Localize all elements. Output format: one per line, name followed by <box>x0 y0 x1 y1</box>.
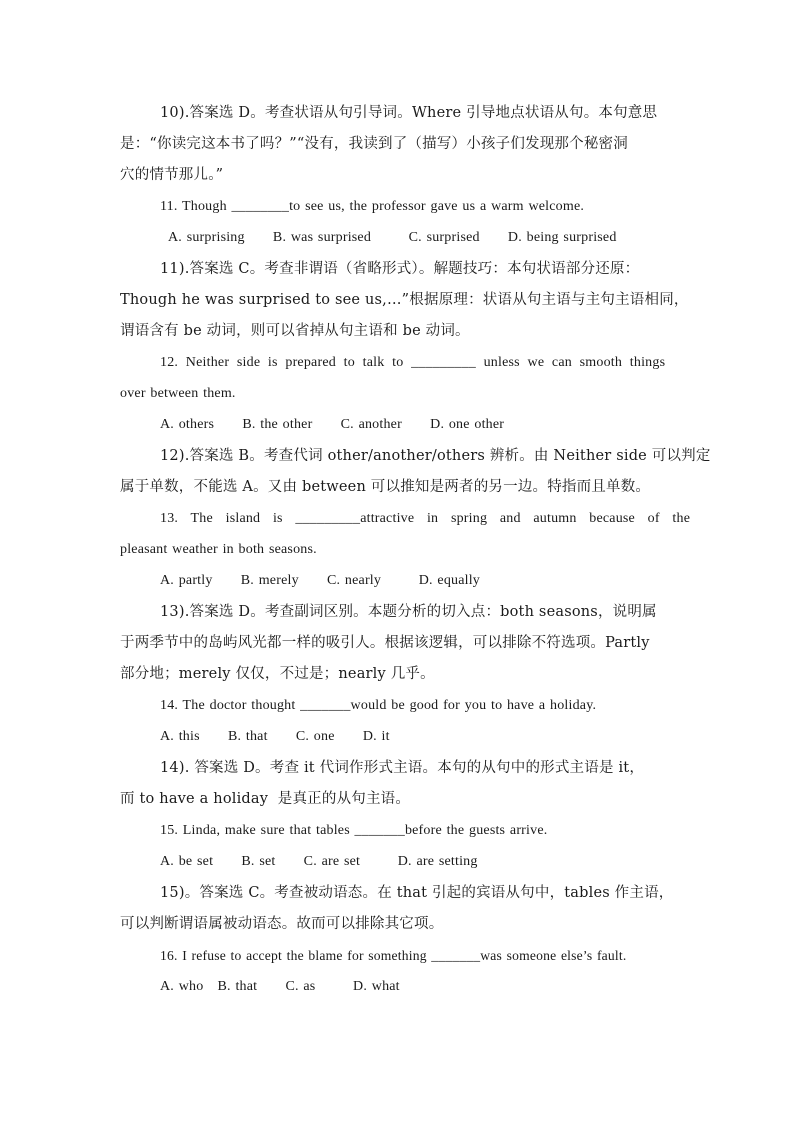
answer-11-line-1: 11).答案选 C。考查非谓语（省略形式）。解题技巧：本句状语部分还原： <box>160 261 640 277</box>
question-15-options: A. be set B. set C. are set D. are setting <box>160 854 478 869</box>
answer-10-line-3: 穴的情节那儿。” <box>120 167 224 183</box>
answer-10-line-2: 是：“你读完这本书了吗？”“没有，我读到了（描写）小孩子们发现那个秘密洞 <box>120 136 628 152</box>
question-12-options: A. others B. the other C. another D. one other <box>160 417 505 432</box>
question-13-line-1: 13. The island is _________attractive in spring and autumn because of the <box>160 511 691 526</box>
answer-14-line-2: 而 to have a holiday 是真正的从句主语。 <box>120 791 411 807</box>
answer-14-line-1: 14). 答案选 D。考查 it 代词作形式主语。本句的从句中的形式主语是 it， <box>160 760 645 776</box>
question-15: 15. Linda, make sure that tables _______before the guests arrive. <box>160 823 548 838</box>
answer-13-line-1: 13).答案选 D。考查副词区别。本题分析的切入点：both seasons，说明属 <box>160 604 657 620</box>
answer-13-line-2: 于两季节中的岛屿风光都一样的吸引人。根据该逻辑，可以排除不符选项。Partly <box>120 635 650 651</box>
question-14-options: A. this B. that C. one D. it <box>160 729 390 744</box>
question-16-options: A. who B. that C. as D. what <box>160 979 400 994</box>
answer-12-line-1: 12).答案选 B。考查代词 other/another/others 辨析。由 Neither side 可以判定 <box>160 448 711 464</box>
answer-15-line-1: 15)。答案选 C。考查被动语态。在 that 引起的宾语从句中，tables 作主语， <box>160 885 674 901</box>
answer-15-line-2: 可以判断谓语属被动语态。故而可以排除其它项。 <box>120 916 444 932</box>
question-11-options: A. surprising B. was surprised C. surprised D. being surprised <box>168 230 617 245</box>
question-16: 16. I refuse to accept the blame for something _______was someone else’s fault. <box>160 948 627 963</box>
answer-13-line-3: 部分地；merely 仅仅，不过是；nearly 几乎。 <box>120 666 435 682</box>
answer-10-line-1: 10).答案选 D。考查状语从句引导词。Where 引导地点状语从句。本句意思 <box>160 105 658 121</box>
question-13-options: A. partly B. merely C. nearly D. equally <box>160 573 481 588</box>
answer-11-line-2: Though he was surprised to see us,…”根据原理：状语从句主语与主句主语相同， <box>120 292 689 308</box>
question-12-line-1: 12. Neither side is prepared to talk to _________ unless we can smooth things <box>160 355 666 370</box>
question-12-line-2: over between them. <box>120 386 236 401</box>
answer-11-line-3: 谓语含有 be 动词，则可以省掉从句主语和 be 动词。 <box>120 323 470 339</box>
question-13-line-2: pleasant weather in both seasons. <box>120 542 317 557</box>
question-14: 14. The doctor thought _______would be good for you to have a holiday. <box>160 698 597 713</box>
question-11: 11. Though ________to see us, the professor gave us a warm welcome. <box>160 199 585 214</box>
answer-12-line-2: 属于单数，不能选 A。又由 between 可以推知是两者的另一边。特指而且单数。 <box>120 479 651 495</box>
